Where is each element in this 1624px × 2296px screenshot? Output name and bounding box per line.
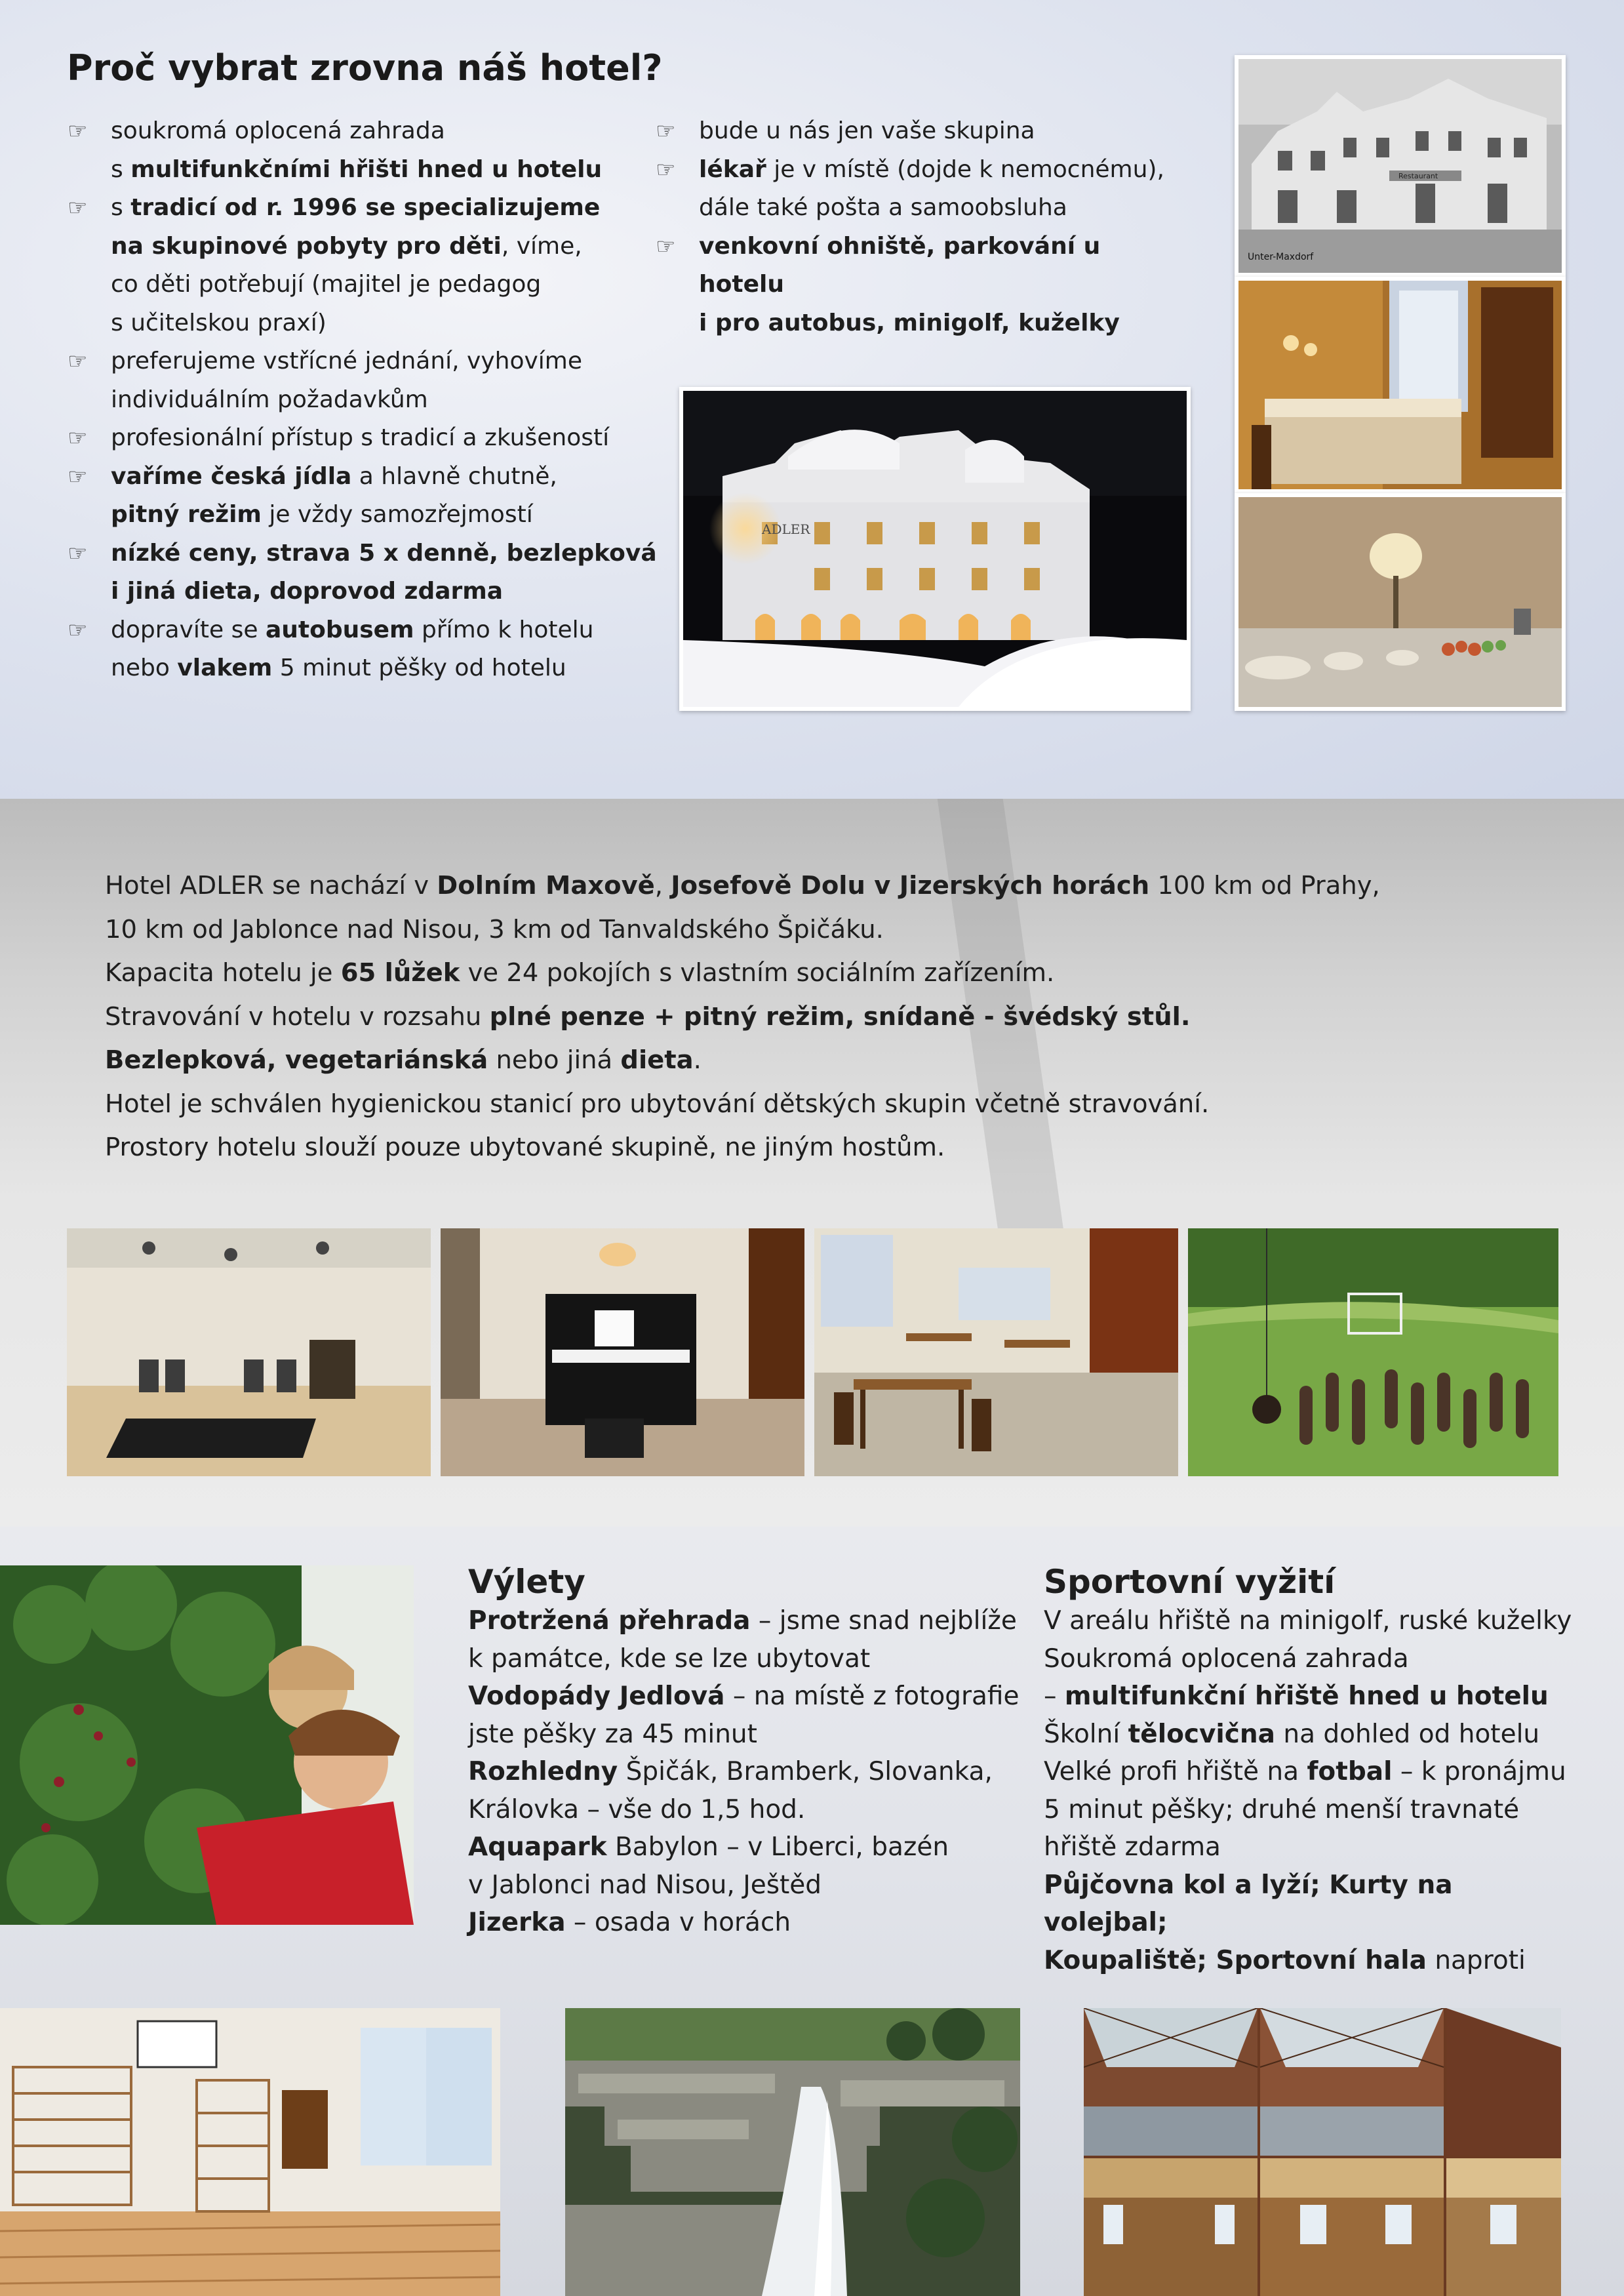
text-run: nebo: [111, 655, 178, 681]
text-run: – jsme snad nejblíže: [750, 1606, 1017, 1636]
text-run: Hotel je schválen hygienickou stanicí pro ubytování dětských skupin včetně stravování.: [105, 1089, 1210, 1119]
pointing-hand-icon: ☞: [68, 425, 88, 451]
bowling-lawn-photo: [1188, 1228, 1558, 1476]
text-run: –: [1044, 1682, 1065, 1711]
text-run: 5 minut pěšky od hotelu: [272, 655, 566, 681]
school-gym-photo: [0, 2008, 500, 2296]
text-run: Prostory hotelu slouží pouze ubytované skupině, ne jiným hostům.: [105, 1133, 945, 1162]
text-line: [1044, 1866, 1581, 1942]
page-title: Proč vybrat zrovna náš hotel?: [67, 47, 663, 89]
bold-text: plné penze + pitný režim, snídaně - švédský stůl.: [489, 1001, 1191, 1032]
text-run: .: [693, 1045, 702, 1075]
bold-text: i pro autobus, minigolf, kuželky: [699, 309, 1120, 336]
hotel-info-paragraph: [105, 864, 1515, 1170]
bold-text: Vodopády Jedlová: [468, 1682, 725, 1711]
trips-text: [468, 1602, 1025, 1942]
bold-text: fotbal: [1307, 1757, 1393, 1786]
feature-list-item: [656, 112, 1193, 151]
historic-hotel-photo: [1235, 55, 1566, 277]
waterfall-photo: [565, 2008, 1020, 2296]
trips-heading: Výlety: [468, 1563, 585, 1601]
pointing-hand-icon: ☞: [656, 118, 676, 144]
text-run: 100 km od Prahy,: [1149, 871, 1380, 900]
text-run: s: [111, 194, 131, 221]
text-run: individuálním požadavkům: [111, 386, 428, 413]
feature-list-item: [68, 189, 658, 342]
text-line: [1044, 1640, 1581, 1678]
bold-text: Bezlepková, vegetariánská: [105, 1045, 488, 1075]
old-photo-caption: Unter-Maxdorf: [1248, 252, 1314, 262]
bold-text: Rozhledny: [468, 1757, 618, 1786]
bold-text: pitný režim: [111, 501, 262, 528]
text-run: – k pronájmu: [1392, 1757, 1566, 1786]
text-line: [1044, 1716, 1581, 1754]
text-run: bude u nás jen vaše skupina: [699, 117, 1035, 144]
text-line: [468, 1678, 1025, 1716]
text-run: Babylon – v Liberci, bazén: [606, 1832, 949, 1862]
piano-room-photo: [441, 1228, 804, 1476]
feature-list-item: [68, 534, 658, 611]
bold-text: Aquapark: [468, 1832, 607, 1862]
sports-hall-collage: [1084, 2008, 1561, 2296]
text-run: Kapacita hotelu je: [105, 958, 341, 988]
bold-text: vaříme česká jídla: [111, 462, 352, 490]
text-line: [1044, 1828, 1581, 1866]
text-line: [468, 1602, 1025, 1640]
bold-text: nízké ceny, strava 5 x denně, bezlepková: [111, 539, 657, 567]
text-run: 5 minut pěšky; druhé menší travnaté: [1044, 1794, 1520, 1824]
hotel-night-photo: [679, 387, 1191, 711]
feature-list-item: [656, 151, 1193, 228]
bold-text: Protržená přehrada: [468, 1606, 751, 1636]
text-run: ,: [654, 871, 671, 900]
text-run: dále také pošta a samoobsluha: [699, 194, 1067, 221]
pointing-hand-icon: ☞: [68, 348, 88, 374]
text-run: Školní: [1044, 1719, 1128, 1749]
text-run: je v místě (dojde k nemocnému),: [766, 155, 1164, 183]
pointing-hand-icon: ☞: [68, 463, 88, 490]
text-line: [468, 1716, 1025, 1754]
text-run: – na místě z fotografie: [724, 1682, 1020, 1711]
text-line: [1044, 1753, 1581, 1791]
breakfast-buffet-photo: [1235, 493, 1566, 711]
left-feature-list: [68, 112, 658, 688]
text-run: preferujeme vstřícné jednání, vyhovíme: [111, 348, 582, 374]
text-run: Královka – vše do 1,5 hod.: [468, 1794, 806, 1824]
text-run: jste pěšky za 45 minut: [468, 1719, 757, 1749]
pointing-hand-icon: ☞: [68, 195, 88, 221]
text-run: co děti potřebují (majitel je pedagog: [111, 271, 542, 298]
text-run: Stravování v hotelu v rozsahu: [105, 1001, 490, 1032]
bold-text: Jizerka: [468, 1908, 566, 1937]
bold-text: venkovní ohniště, parkování u hotelu: [699, 232, 1101, 298]
hotel-sign-text: ADLER: [762, 521, 810, 537]
text-line: [1044, 1942, 1581, 1980]
text-line: [1044, 1791, 1581, 1829]
text-run: naproti: [1426, 1945, 1526, 1975]
text-run: přímo k hotelu: [414, 616, 594, 643]
text-run: na dohled od hotelu: [1275, 1719, 1540, 1749]
pointing-hand-icon: ☞: [68, 540, 88, 567]
pointing-hand-icon: ☞: [68, 118, 88, 144]
text-run: V areálu hřiště na minigolf, ruské kuželky: [1044, 1606, 1572, 1636]
feature-list-item: [68, 342, 658, 419]
feature-list-item: [68, 458, 658, 534]
bold-text: Josefově Dolu v Jizerských horách: [671, 871, 1150, 900]
bold-text: Půjčovna kol a lyží; Kurty na volejbal;: [1044, 1870, 1453, 1937]
bold-text: multifunkční hřiště hned u hotelu: [1064, 1682, 1549, 1711]
right-feature-list: [656, 112, 1193, 342]
text-line: [468, 1866, 1025, 1904]
text-line: [468, 1640, 1025, 1678]
lounge-room-photo: [67, 1228, 431, 1476]
text-line: [105, 1126, 1515, 1170]
text-run: dopravíte se: [111, 616, 266, 643]
text-run: Špičák, Bramberk, Slovanka,: [618, 1757, 993, 1786]
old-photo-sign: Restaurant: [1398, 172, 1438, 180]
text-line: [468, 1753, 1025, 1791]
sports-heading: Sportovní vyžití: [1044, 1563, 1336, 1601]
text-run: s: [111, 155, 131, 183]
bold-text: autobusem: [265, 616, 414, 643]
text-run: hřiště zdarma: [1044, 1832, 1221, 1862]
text-run: nebo jiná: [488, 1045, 621, 1075]
bold-text: i jiná dieta, doprovod zdarma: [111, 578, 504, 605]
feature-list-item: [68, 112, 658, 189]
bold-text: tělocvična: [1128, 1719, 1275, 1749]
bold-text: 65 lůžek: [340, 958, 460, 988]
text-run: Hotel ADLER se nachází v: [105, 871, 437, 900]
text-run: profesionální přístup s tradicí a zkušeností: [111, 424, 610, 451]
pointing-hand-icon: ☞: [68, 616, 88, 643]
text-run: je vždy samozřejmostí: [261, 501, 533, 528]
feature-list-item: [68, 611, 658, 688]
feature-list-item: [68, 419, 658, 458]
text-run: Velké profi hřiště na: [1044, 1757, 1307, 1786]
sports-text: [1044, 1602, 1581, 1979]
bold-text: multifunkčními hřišti hned u hotelu: [130, 155, 603, 183]
pointing-hand-icon: ☞: [656, 156, 676, 183]
text-line: [105, 952, 1515, 996]
text-run: 10 km od Jablonce nad Nisou, 3 km od Tanvaldského Špičáku.: [105, 914, 884, 944]
text-line: [105, 1083, 1515, 1127]
text-run: ve 24 pokojích s vlastním sociálním zařízením.: [460, 958, 1055, 988]
text-run: s učitelskou praxí): [111, 309, 327, 336]
bold-text: na skupinové pobyty pro děti: [111, 232, 502, 260]
feature-list-item: [656, 228, 1193, 343]
text-line: [105, 996, 1515, 1039]
text-line: [468, 1791, 1025, 1829]
room-photo: [1235, 277, 1566, 493]
text-line: [468, 1828, 1025, 1866]
dining-room-photo: [814, 1228, 1178, 1476]
text-run: – osada v horách: [565, 1908, 791, 1937]
text-run: , víme,: [501, 232, 582, 260]
text-run: v Jablonci nad Nisou, Ještěd: [468, 1870, 822, 1900]
bold-text: dieta: [620, 1045, 694, 1075]
text-line: [468, 1904, 1025, 1942]
bold-text: Dolním Maxově: [437, 871, 655, 900]
text-run: a hlavně chutně,: [351, 462, 557, 490]
text-line: [105, 908, 1515, 952]
bold-text: lékař: [699, 155, 766, 183]
bold-text: tradicí od r. 1996 se specializujeme: [130, 194, 601, 221]
pointing-hand-icon: ☞: [656, 233, 676, 260]
text-run: soukromá oplocená zahrada: [111, 117, 445, 144]
text-line: [105, 864, 1515, 908]
text-run: Soukromá oplocená zahrada: [1044, 1643, 1409, 1674]
bold-text: Koupaliště; Sportovní hala: [1044, 1945, 1427, 1975]
bold-text: vlakem: [177, 655, 273, 681]
text-run: k památce, kde se lze ubytovat: [468, 1643, 871, 1674]
text-line: [105, 1039, 1515, 1083]
text-line: [1044, 1602, 1581, 1640]
text-line: [1044, 1678, 1581, 1716]
kids-picking-berries-photo: [0, 1565, 414, 1925]
